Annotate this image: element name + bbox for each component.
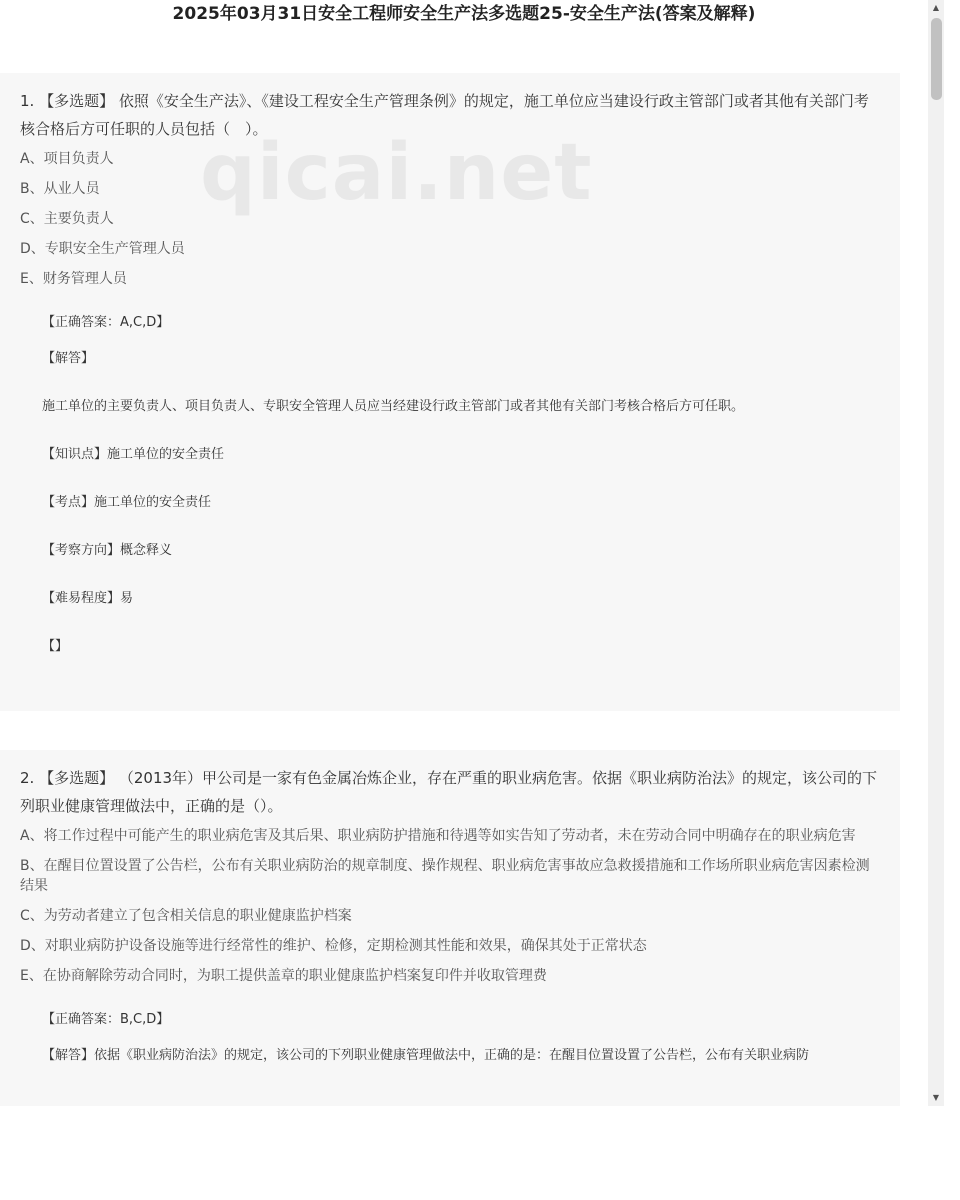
option-d[interactable]: D、对职业病防护设备设施等进行经常性的维护、检修，定期检测其性能和效果，确保其处于正常状态	[20, 938, 647, 954]
question-number: 1.	[20, 92, 35, 110]
correct-answer: 【正确答案：B,C,D】	[42, 1012, 170, 1027]
page-title: 2025年03月31日安全工程师安全生产法多选题25-安全生产法(答案及解释)	[172, 4, 756, 24]
question-card-1	[0, 73, 900, 711]
question-card-2	[0, 750, 900, 1106]
option-b[interactable]: B、在醒目位置设置了公告栏，公布有关职业病防治的规章制度、操作规程、职业病危害事故应急救援措施和工作场所职业病危害因素检测结果	[20, 858, 870, 894]
watermark: qicai.net	[200, 128, 593, 218]
correct-answer: 【正确答案：A,C,D】	[42, 315, 170, 330]
option-list	[20, 826, 880, 986]
scroll-up-icon[interactable]: ▲	[932, 3, 940, 12]
option-a[interactable]: A、将工作过程中可能产生的职业病危害及其后果、职业病防护措施和待遇等如实告知了劳动者，未在劳动合同中明确存在的职业病危害	[20, 828, 856, 844]
scroll-thumb[interactable]	[931, 18, 942, 100]
empty-bracket: 【】	[42, 639, 69, 654]
exam-point: 【考点】施工单位的安全责任	[42, 495, 212, 510]
explanation-text: 【解答】依据《职业病防治法》的规定，该公司的下列职业健康管理做法中，正确的是：在醒目位置设置了公告栏，公布有关职业病防	[42, 1048, 810, 1063]
explanation-text: 施工单位的主要负责人、项目负责人、专职安全管理人员应当经建设行政主管部门或者其他有关部门考核合格后方可任职。	[42, 399, 745, 414]
option-list	[20, 149, 880, 289]
option-c[interactable]: C、主要负责人	[20, 211, 114, 227]
option-c[interactable]: C、为劳动者建立了包含相关信息的职业健康监护档案	[20, 908, 352, 924]
question-stem	[20, 764, 880, 820]
vertical-scrollbar[interactable]	[928, 0, 944, 1106]
question-number: 2.	[20, 769, 35, 787]
option-b[interactable]: B、从业人员	[20, 181, 100, 197]
scroll-down-icon[interactable]: ▼	[932, 1093, 940, 1102]
explanation-label: 【解答】	[42, 351, 95, 366]
question-stem	[20, 87, 880, 143]
exam-direction: 【考察方向】概念释义	[42, 543, 173, 558]
question-text: 【多选题】 依照《安全生产法》、《建设工程安全生产管理条例》的规定，施工单位应当建设行政主管部门或者其他有关部门考核合格后方可任职的人员包括（ ）。	[20, 92, 869, 138]
option-a[interactable]: A、项目负责人	[20, 151, 114, 167]
option-e[interactable]: E、在协商解除劳动合同时，为职工提供盖章的职业健康监护档案复印件并收取管理费	[20, 968, 547, 984]
option-e[interactable]: E、财务管理人员	[20, 271, 127, 287]
answer-block	[20, 1010, 880, 1066]
question-text: 【多选题】 （2013年）甲公司是一家有色金属冶炼企业，存在严重的职业病危害。依据《职业病防治法》的规定，该公司的下列职业健康管理做法中，正确的是（）。	[20, 769, 878, 815]
knowledge-point: 【知识点】施工单位的安全责任	[42, 447, 225, 462]
option-d[interactable]: D、专职安全生产管理人员	[20, 241, 185, 257]
difficulty-level: 【难易程度】易	[42, 591, 134, 606]
answer-block	[20, 313, 880, 657]
